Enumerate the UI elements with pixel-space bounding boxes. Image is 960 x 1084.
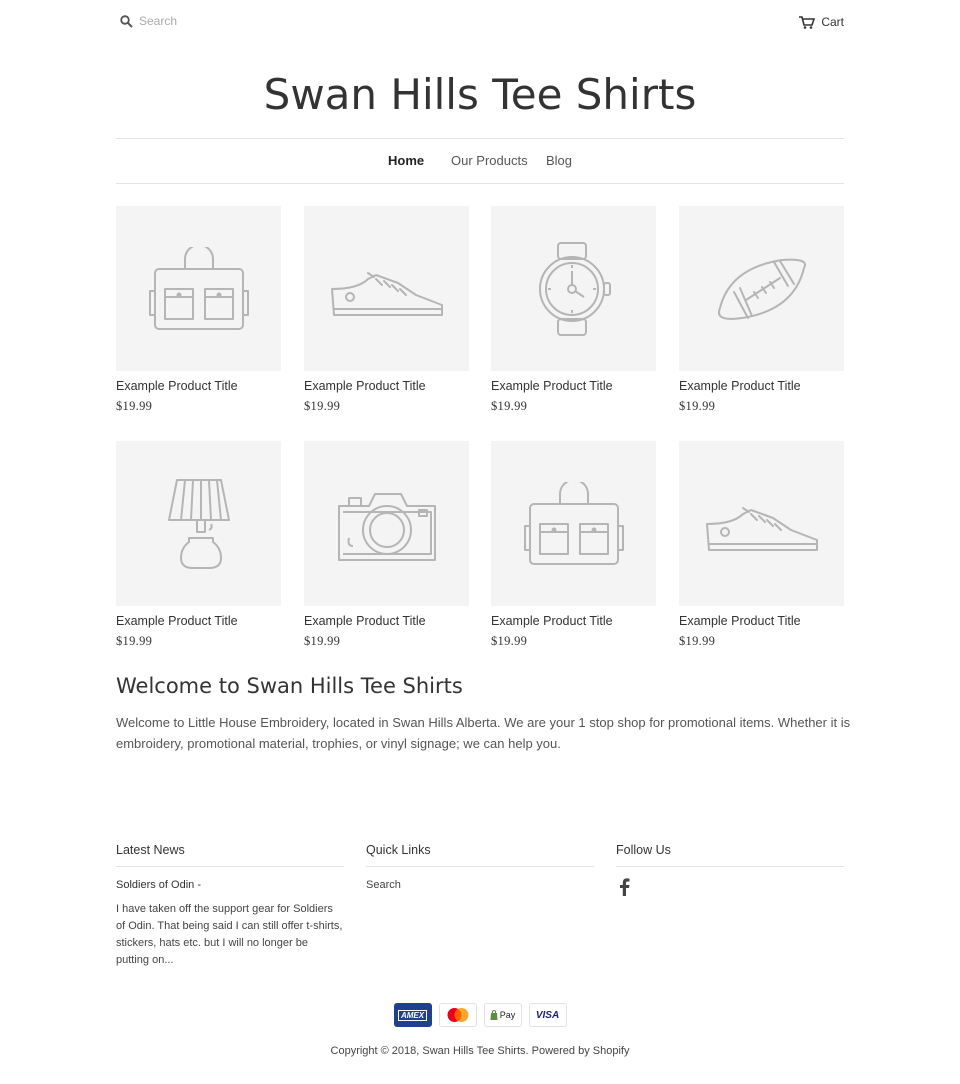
product-title[interactable]: Example Product Title (304, 614, 426, 628)
product-card[interactable] (679, 206, 844, 414)
footer-latest-news (116, 843, 344, 969)
nav-item-blog[interactable]: Blog (546, 153, 573, 168)
cart-link[interactable] (799, 15, 844, 29)
product-title[interactable]: Example Product Title (491, 379, 613, 393)
welcome-heading: Welcome to Swan Hills Tee Shirts (116, 674, 463, 698)
watch-icon (536, 239, 612, 339)
payment-icons (0, 1003, 960, 1027)
product-card[interactable] (116, 206, 281, 414)
product-title[interactable]: Example Product Title (679, 379, 801, 393)
mastercard-icon (439, 1003, 477, 1027)
product-price: $19.99 (304, 399, 341, 413)
product-price: $19.99 (491, 399, 528, 413)
visa-icon (529, 1003, 567, 1027)
product-title[interactable]: Example Product Title (116, 614, 238, 628)
product-title[interactable]: Example Product Title (491, 614, 613, 628)
copyright: Copyright © 2018, Swan Hills Tee Shirts. Powered by Shopify (330, 1045, 630, 1057)
product-image[interactable] (304, 441, 469, 606)
bag-icon (524, 482, 624, 566)
shopping-bag-icon (490, 1010, 498, 1020)
mastercard-logo (446, 1007, 470, 1023)
nav-item-our-products[interactable]: Our Products (451, 153, 528, 168)
lamp-icon (167, 476, 231, 572)
sneaker-icon (703, 494, 821, 554)
bag-icon (149, 247, 249, 331)
main-nav (116, 138, 844, 184)
footer-follow-us (616, 843, 844, 900)
product-price: $19.99 (304, 634, 341, 648)
welcome-text: Welcome to Little House Embroidery, located in Swan Hills Alberta. We are your 1 stop shop for promotional items. Whether it is embroidery, promotional material, trophies, or vinyl signage; we can help you. (116, 715, 851, 751)
search-input[interactable] (139, 14, 299, 28)
product-card[interactable] (116, 441, 281, 649)
follow-us-heading: Follow Us (616, 843, 844, 867)
latest-news-heading: Latest News (116, 843, 344, 867)
apple-pay-icon (484, 1003, 522, 1027)
product-price: $19.99 (679, 634, 716, 648)
apple-pay-label: Pay (499, 1010, 516, 1020)
product-title[interactable]: Example Product Title (679, 614, 801, 628)
search-icon[interactable] (120, 15, 133, 28)
nav-item-home[interactable]: Home (388, 153, 425, 168)
product-price: $19.99 (491, 634, 528, 648)
product-image[interactable] (116, 206, 281, 371)
product-price: $19.99 (116, 399, 153, 413)
cart-icon (799, 16, 815, 29)
quick-links-heading: Quick Links (366, 843, 594, 867)
sneaker-icon (328, 259, 446, 319)
product-price: $19.99 (116, 634, 153, 648)
product-image[interactable] (304, 206, 469, 371)
football-icon (716, 256, 808, 322)
cart-label: Cart (821, 15, 844, 29)
product-title[interactable]: Example Product Title (116, 379, 238, 393)
news-post-excerpt: I have taken off the support gear for Soldiers of Odin. That being said I can still offer t-shirts, stickers, hats etc. but I will no longer be putting on... (116, 903, 343, 966)
news-post-title[interactable]: Soldiers of Odin - (116, 879, 201, 891)
search-form (120, 14, 299, 28)
product-card[interactable] (679, 441, 844, 649)
product-image[interactable] (116, 441, 281, 606)
product-card[interactable] (304, 206, 469, 414)
product-price: $19.99 (679, 399, 716, 413)
facebook-icon[interactable] (618, 878, 630, 896)
camera-icon (337, 486, 437, 562)
site-title[interactable]: Swan Hills Tee Shirts (263, 70, 697, 119)
product-title[interactable]: Example Product Title (304, 379, 426, 393)
product-image[interactable] (491, 206, 656, 371)
product-card[interactable] (304, 441, 469, 649)
amex-icon (394, 1003, 432, 1027)
footer-quick-links (366, 843, 594, 891)
amex-label: AMEX (398, 1010, 427, 1021)
product-image[interactable] (679, 206, 844, 371)
quick-link-search[interactable]: Search (366, 879, 401, 891)
product-image[interactable] (679, 441, 844, 606)
top-bar (116, 0, 844, 46)
product-card[interactable] (491, 206, 656, 414)
product-card[interactable] (491, 441, 656, 649)
visa-label: VISA (535, 1009, 560, 1021)
product-image[interactable] (491, 441, 656, 606)
